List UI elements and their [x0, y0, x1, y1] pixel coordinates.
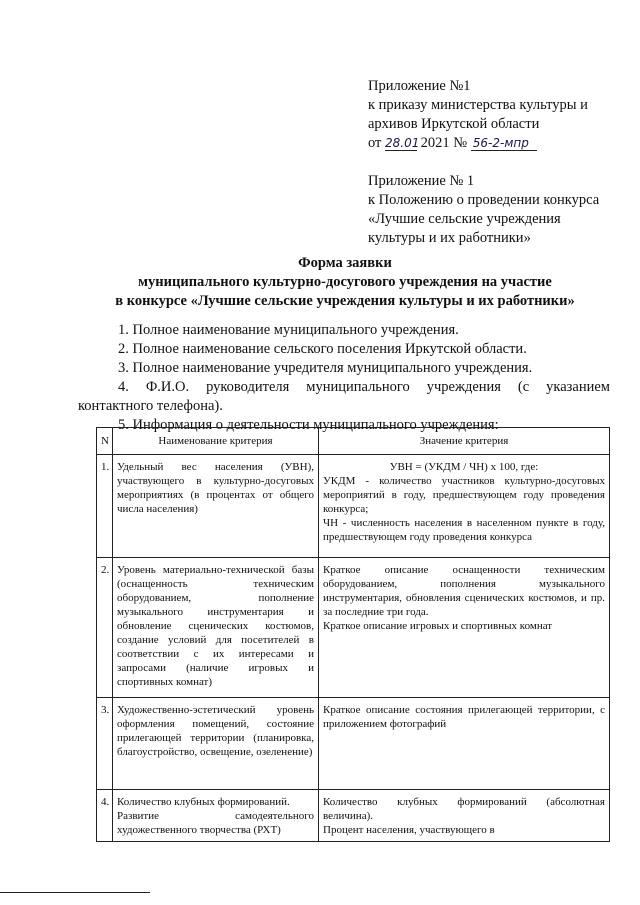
year-label: 2021 № — [420, 135, 468, 151]
value-formula: УВН = (УКДМ / ЧН) х 100, где: — [389, 461, 539, 473]
criterion-name: Художественно-эстетический уровень оформления помещений, состояние прилегающей территории (планировка, благоустройство, освещение, озеленение) — [113, 698, 319, 790]
item-4-word: муниципального — [306, 379, 410, 395]
header-criterion-name: Наименование критерия — [113, 428, 319, 455]
criterion-value — [319, 790, 610, 842]
criterion-name: Уровень материально-технической базы (оснащенность техническим оборудованием, пополнение музыкального инструментария и обновление сценических костюмов, создание условий для посетителей в соответствии с их интересами и запросами (наличие игровых и спортивных комнат) — [113, 558, 319, 698]
row-number: 4. — [97, 790, 113, 842]
annex-header-regulation — [368, 172, 599, 248]
table-row — [97, 698, 610, 790]
row-number: 1. — [97, 455, 113, 558]
value-paragraph: Краткое описание оснащенности техническим оборудованием, пополнения музыкального инструментария, обновления сценических костюмов, и пр. за последние три года. — [323, 564, 605, 618]
value-paragraph: Процент населения, участвующего в — [323, 824, 495, 836]
criterion-name: Удельный вес населения (УВН), участвующего в культурно-досуговых мероприятиях (в процентах от общего числа населения) — [113, 455, 319, 558]
header-number: N — [97, 428, 113, 455]
value-paragraph: Краткое описание игровых и спортивных комнат — [323, 620, 553, 632]
table-row — [97, 790, 610, 842]
handwritten-number: 56-2-мпр — [471, 136, 537, 151]
item-4-word: указанием — [546, 379, 610, 395]
value-paragraph: УКДМ - количество участников культурно-досуговых мероприятий в году, предшествующем году проведения конкурса; — [323, 475, 605, 515]
annex-label: Приложение №1 — [368, 78, 471, 94]
table-row — [97, 558, 610, 698]
item-1: 1. Полное наименование муниципального учреждения. — [118, 322, 459, 338]
footnote-separator — [0, 892, 150, 893]
annex-ministry: архивов Иркутской области — [368, 116, 540, 132]
annex-header-order — [368, 77, 588, 153]
annex2-regulation-ref: к Положению о проведении конкурса — [368, 192, 600, 208]
criteria-table — [96, 427, 610, 842]
item-3: 3. Полное наименование учредителя муниципального учреждения. — [118, 360, 533, 376]
form-title-line3: в конкурсе «Лучшие сельские учреждения культуры и их работники» — [115, 293, 575, 309]
item-4-word: руководителя — [206, 379, 290, 395]
table-row — [97, 455, 610, 558]
date-prefix: от — [368, 135, 382, 151]
item-4-word: (с — [517, 379, 530, 395]
name-paragraph: Развитие самодеятельного художественного творчества (РХТ) — [117, 810, 314, 836]
value-paragraph: ЧН - численность населения в населенном пункте в году, предшествующем году проведения конкурса — [323, 517, 605, 543]
annex2-contest-name-cont: культуры и их работники» — [368, 230, 531, 246]
item-4-word: 4. — [118, 379, 129, 395]
item-2: 2. Полное наименование сельского поселения Иркутской области. — [118, 341, 527, 357]
criterion-value — [319, 558, 610, 698]
criterion-value — [319, 698, 610, 790]
row-number: 3. — [97, 698, 113, 790]
criterion-value — [319, 455, 610, 558]
item-4 — [98, 378, 610, 397]
name-paragraph: Количество клубных формирований. — [117, 796, 290, 808]
table-header-row — [97, 428, 610, 455]
annex2-contest-name: «Лучшие сельские учреждения — [368, 211, 561, 227]
item-4-word: Ф.И.О. — [145, 379, 190, 395]
criterion-name — [113, 790, 319, 842]
row-number: 2. — [97, 558, 113, 698]
form-items — [78, 321, 610, 435]
form-title-line2: муниципального культурно-досугового учреждения на участие — [138, 274, 552, 290]
annex-order-ref: к приказу министерства культуры и — [368, 97, 588, 113]
header-criterion-value: Значение критерия — [319, 428, 610, 455]
value-paragraph: Количество клубных формирований (абсолютная величина). — [323, 796, 605, 822]
value-paragraph: Краткое описание состояния прилегающей территории, с приложением фотографий — [323, 704, 605, 730]
item-4-word: учреждения — [426, 379, 501, 395]
item-5: 5. Информация о деятельности муниципального учреждения: — [118, 417, 499, 433]
item-4-continuation: контактного телефона). — [78, 398, 223, 414]
annex-date-line — [368, 134, 588, 153]
annex2-label: Приложение № 1 — [368, 173, 475, 189]
handwritten-date: 28.01 — [385, 136, 420, 150]
form-title — [80, 254, 610, 311]
form-title-line1: Форма заявки — [298, 255, 392, 271]
